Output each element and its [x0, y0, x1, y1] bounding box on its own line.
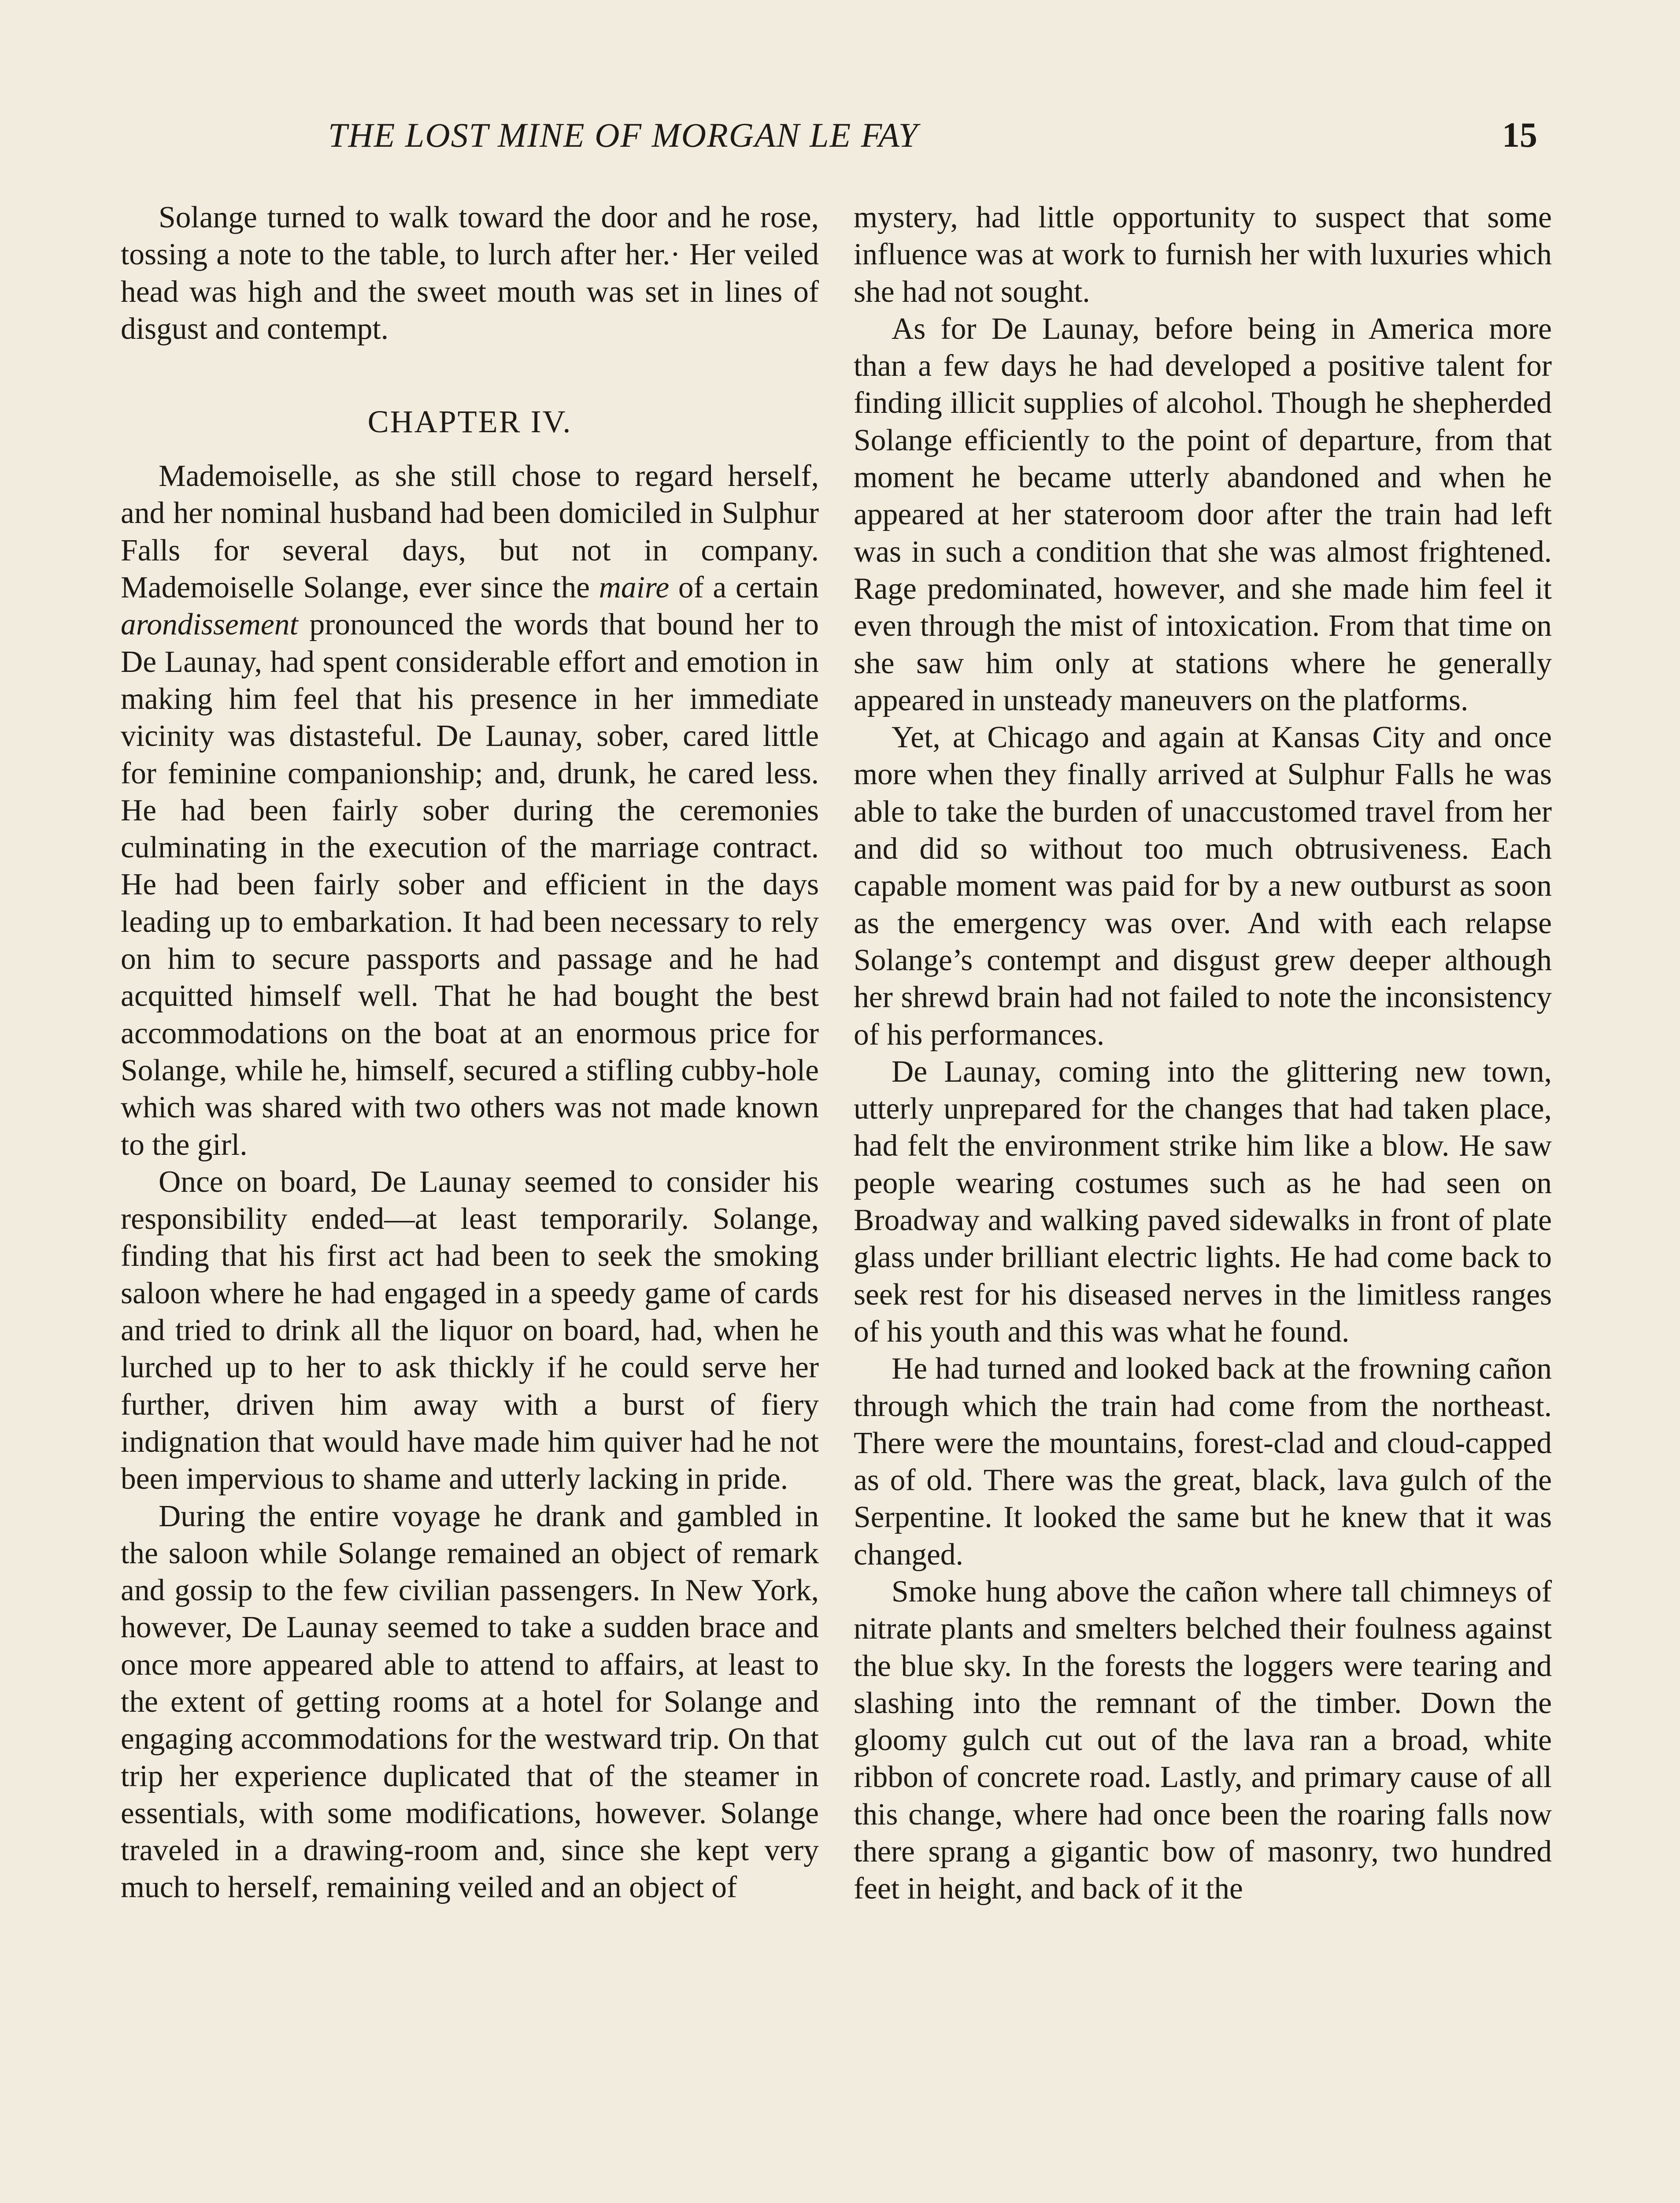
page-number: 15: [1502, 116, 1537, 155]
paragraph: [121, 458, 819, 1164]
paragraph: Solange turned to walk toward the door and he rose, tossing a note to the table, to lurch after her.· Her veiled head was high and the sweet mouth was set in lines of disgust and contempt.: [121, 200, 819, 346]
paragraph: As for De Launay, before being in America more than a few days he had developed a positive talent for finding illicit supplies of alcohol. Though he shepherded Solange efficiently to the point of departure, from that moment he became utterly abandoned and when he appeared at her stateroom door after the train had left was in such a condition that she was almost frightened. Rage predominated, however, and she made him feel it even through the mist of intoxication. From that time on she saw him only at stations where he generally appeared in unsteady maneuvers on the platforms.: [854, 312, 1552, 717]
paragraph-continued: mystery, had little opportunity to suspect that some influence was at work to furnish her with luxuries which she had not sought.: [854, 200, 1552, 309]
text-run: of a certain: [669, 571, 819, 605]
paragraph: Smoke hung above the cañon where tall chimneys of nitrate plants and smelters belched their foulness against the blue sky. In the forests the loggers were tearing and slashing into the remnant of the timber. Down the gloomy gulch cut out of the lava ran a broad, white ribbon of concrete road. Lastly, and primary cause of all this change, where had once been the roaring falls now there sprang a gigantic bow of masonry, two hundred feet in height, and back of it the: [854, 1574, 1552, 1906]
chapter-heading: CHAPTER IV.: [367, 404, 572, 440]
paragraph: During the entire voyage he drank and gambled in the saloon while Solange remained an object of remark and gossip to the few civilian passengers. In New York, however, De Launay seemed to take a sudden brace and once more appeared able to attend to affairs, at least to the extent of getting rooms at a hotel for Solange and engaging accommodations for the westward trip. On that trip her experience duplicated that of the steamer in essentials, with some modifications, however. Solange traveled in a drawing-room and, since she kept very much to herself, remaining veiled and an object of: [121, 1499, 819, 1905]
paragraph: Yet, at Chicago and again at Kansas City and once more when they finally arrived at Sulphur Falls he was able to take the burden of unaccustomed travel from her and did so without too much obtrusiveness. Each capable moment was paid for by a new outburst as soon as the emergency was over. And with each relapse Solange’s contempt and disgust grew deeper although her shrewd brain had not failed to note the inconsistency of his performances.: [854, 720, 1552, 1052]
running-title: THE LOST MINE OF MORGAN LE FAY: [328, 116, 918, 154]
italic-term-maire: maire: [599, 571, 670, 605]
paragraph: Once on board, De Launay seemed to consider his responsibility ended—at least temporarily. Solange, finding that his first act had been to seek the smoking saloon where he had engaged in a speedy game of cards and tried to drink all the liquor on board, had, when he lurched up to her to ask thickly if he could serve her further, driven him away with a burst of fiery indignation that would have made him quiver had he not been impervious to shame and utterly lacking in pride.: [121, 1165, 819, 1496]
paragraph: He had turned and looked back at the frowning cañon through which the train had come from the northeast. There were the mountains, forest-clad and cloud-capped as of old. There was the great, black, lava gulch of the Serpentine. It looked the same but he knew that it was changed.: [854, 1352, 1552, 1572]
left-column: [121, 199, 819, 1906]
text-run: pronounced the words that bound her to De Launay, had spent considerable effort and emotion in making him feel that his presence in her immediate vicinity was distasteful. De Launay, sober, cared little for feminine companionship; and, drunk, he cared less. He had been fairly sober during the ceremonies culminating in the execution of the marriage contract. He had been fairly sober and efficient in the days leading up to embarkation. It had been necessary to rely on him to secure passports and passage and he had acquitted himself well. That he had bought the best accommodations on the boat at an enormous price for Solange, while he, himself, secured a stifling cubby-hole which was shared with two others was not made known to the girl.: [121, 608, 819, 1162]
paragraph: De Launay, coming into the glittering new town, utterly unprepared for the changes that had taken place, had felt the environment strike him like a blow. He saw people wearing costumes such as he had seen on Broadway and walking paved sidewalks in front of plate glass under brilliant electric lights. He had come back to seek rest for his diseased nerves in the limitless ranges of his youth and this was what he found.: [854, 1054, 1552, 1349]
text-run: Mademoiselle, as she still chose to regard herself, and her nominal husband had been domiciled in Sulphur Falls for several days, but not in company. Mademoiselle Solange, ever since the: [121, 459, 819, 605]
italic-term-arondissement: arondissement: [121, 608, 298, 642]
right-column: [854, 199, 1552, 1908]
